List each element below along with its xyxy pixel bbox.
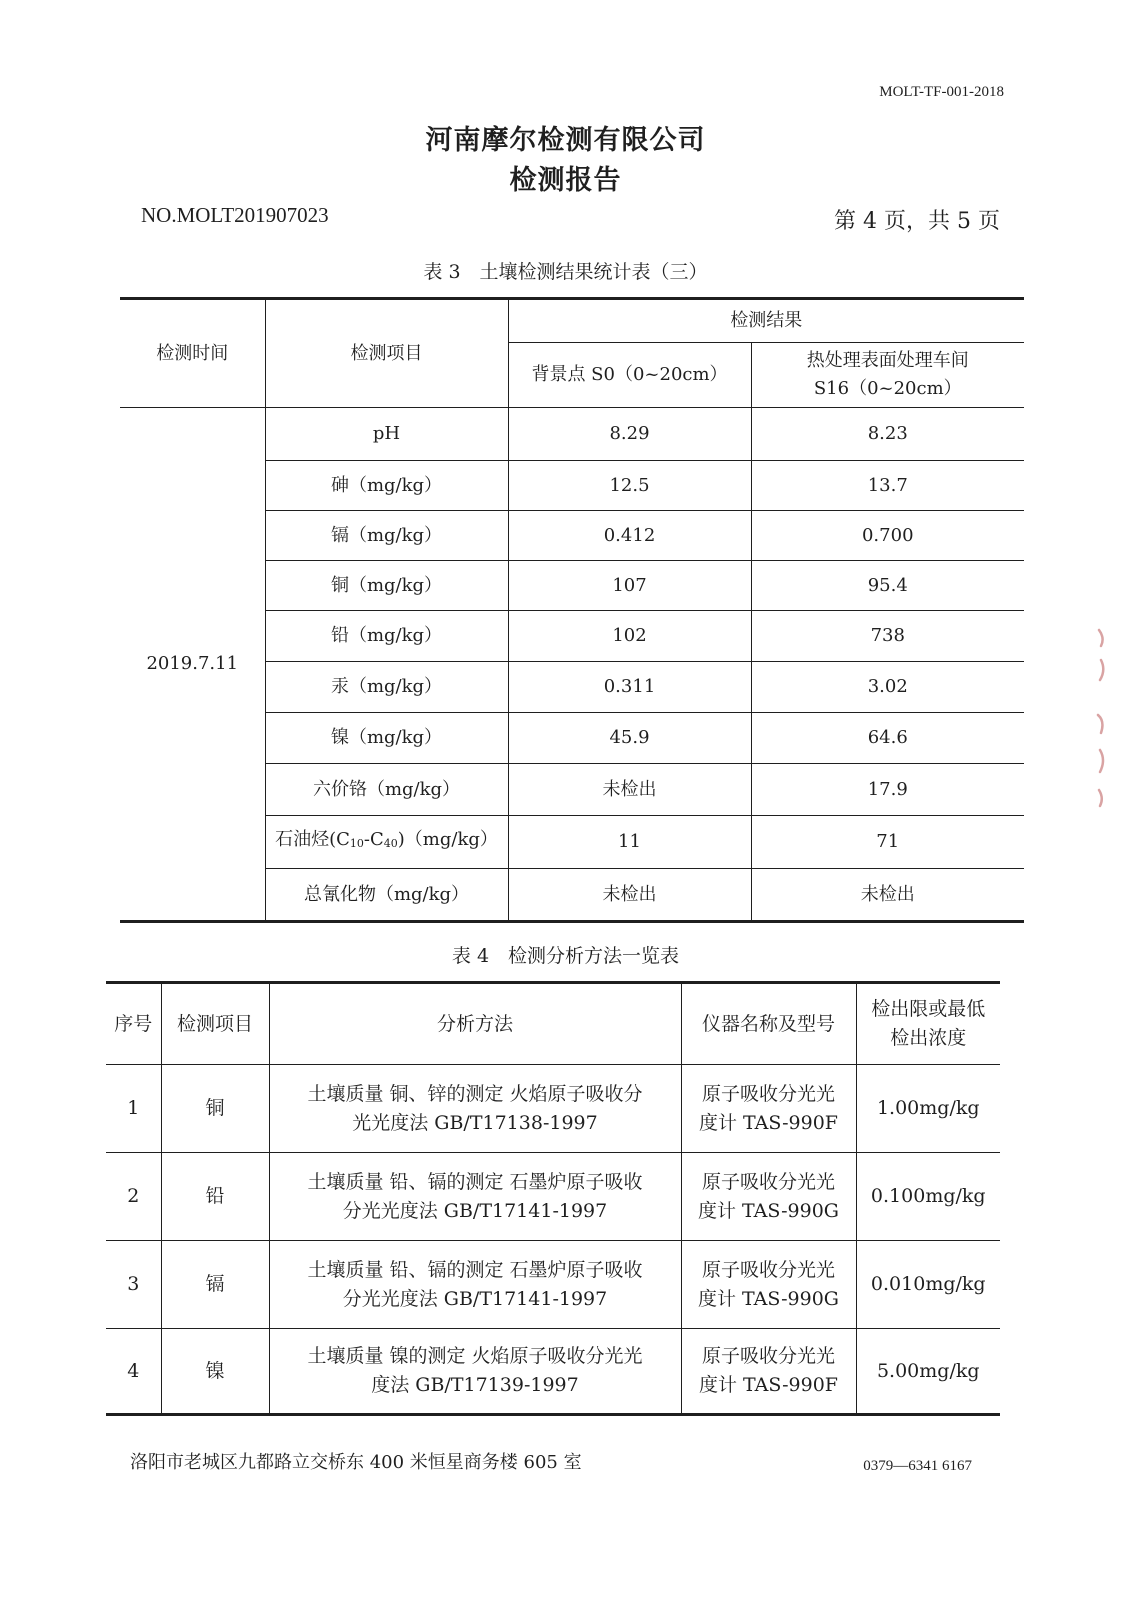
footer-address: 洛阳市老城区九都路立交桥东 400 米恒星商务楼 605 室	[130, 1452, 582, 1473]
row-method	[269, 1153, 681, 1241]
petroleum-sub1: 10	[349, 837, 364, 850]
row-item: 总氰化物（mg/kg）	[265, 869, 508, 922]
row-item: 铜	[161, 1065, 269, 1153]
instrument-line2: 度计 TAS-990G	[698, 1287, 839, 1310]
instrument-line1: 原子吸收分光光	[701, 1345, 835, 1367]
footer-phone: 0379—6341 6167	[863, 1458, 972, 1474]
row-method	[269, 1065, 681, 1153]
row-item: 镍（mg/kg）	[265, 713, 508, 764]
method-line2: 光光度法 GB/T17138-1997	[352, 1111, 598, 1134]
instrument-line2: 度计 TAS-990F	[699, 1111, 838, 1134]
soil-results-table	[120, 297, 1024, 923]
row-no: 4	[106, 1329, 161, 1415]
row-no: 2	[106, 1153, 161, 1241]
row-limit: 0.010mg/kg	[856, 1241, 1000, 1329]
method-line2: 分光光度法 GB/T17141-1997	[342, 1287, 608, 1310]
row-s0: 8.29	[508, 408, 751, 461]
row-s16: 71	[751, 816, 1024, 869]
row-instrument	[681, 1241, 856, 1329]
table-row	[120, 408, 1024, 461]
instrument-line1: 原子吸收分光光	[701, 1170, 835, 1193]
row-s0: 未检出	[508, 764, 751, 816]
header-instrument: 仪器名称及型号	[681, 983, 856, 1065]
row-item: 镉（mg/kg）	[265, 511, 508, 561]
instrument-line2: 度计 TAS-990F	[699, 1374, 838, 1396]
method-line1: 土壤质量 镍的测定 火焰原子吸收分光光	[307, 1345, 643, 1367]
row-s0: 107	[508, 561, 751, 611]
row-s0: 0.311	[508, 662, 751, 713]
row-method	[269, 1241, 681, 1329]
instrument-line2: 度计 TAS-990G	[698, 1199, 839, 1222]
header-s16-line2: S16（0~20cm）	[813, 378, 962, 399]
instrument-line1: 原子吸收分光光	[701, 1082, 835, 1105]
petroleum-prefix: 石油烃(C	[275, 829, 350, 850]
row-item: 镍	[161, 1329, 269, 1415]
petroleum-mid: -C	[363, 829, 384, 850]
report-number: NO.MOLT201907023	[141, 203, 329, 227]
row-instrument	[681, 1329, 856, 1415]
page-indicator: 第 4 页，共 5 页	[834, 209, 1000, 234]
row-s0: 未检出	[508, 869, 751, 922]
row-s16: 8.23	[751, 408, 1024, 461]
row-item: 汞（mg/kg）	[265, 662, 508, 713]
sampling-date: 2019.7.11	[120, 408, 265, 922]
row-item: 铅	[161, 1153, 269, 1241]
header-method: 分析方法	[269, 983, 681, 1065]
row-item: 铜（mg/kg）	[265, 561, 508, 611]
method-line1: 土壤质量 铅、镉的测定 石墨炉原子吸收	[307, 1170, 643, 1193]
table-row	[106, 1241, 1000, 1329]
row-s0: 12.5	[508, 461, 751, 511]
row-no: 1	[106, 1065, 161, 1153]
row-s16: 17.9	[751, 764, 1024, 816]
row-s16: 0.700	[751, 511, 1024, 561]
method-line1: 土壤质量 铅、镉的测定 石墨炉原子吸收	[307, 1258, 643, 1281]
company-name: 河南摩尔检测有限公司	[425, 125, 706, 156]
row-s0: 102	[508, 611, 751, 662]
row-s16: 3.02	[751, 662, 1024, 713]
header-item: 检测项目	[265, 299, 508, 408]
instrument-line1: 原子吸收分光光	[701, 1258, 835, 1281]
table3-caption: 表 3 土壤检测结果统计表（三）	[423, 261, 708, 283]
row-item: 砷（mg/kg）	[265, 461, 508, 511]
method-line2: 分光光度法 GB/T17141-1997	[342, 1199, 608, 1222]
analysis-methods-table	[106, 981, 1000, 1416]
row-s0: 0.412	[508, 511, 751, 561]
header-s0: 背景点 S0（0~20cm）	[508, 343, 751, 408]
row-s16: 13.7	[751, 461, 1024, 511]
header-limit-line1: 检出限或最低	[871, 998, 986, 1020]
header-result: 检测结果	[508, 299, 1024, 343]
document-id: MOLT-TF-001-2018	[879, 84, 1004, 100]
row-item: 镉	[161, 1241, 269, 1329]
row-item: pH	[265, 408, 508, 461]
table-row	[106, 1065, 1000, 1153]
header-no: 序号	[114, 1012, 153, 1035]
row-s16: 95.4	[751, 561, 1024, 611]
row-limit: 5.00mg/kg	[856, 1329, 1000, 1415]
petroleum-sub2: 40	[383, 837, 398, 850]
header-s16-line1: 热处理表面处理车间	[806, 350, 969, 371]
table-row	[106, 1329, 1000, 1415]
row-s16: 738	[751, 611, 1024, 662]
header-limit	[856, 983, 1000, 1065]
row-item: 铅（mg/kg）	[265, 611, 508, 662]
row-instrument	[681, 1153, 856, 1241]
row-limit: 1.00mg/kg	[856, 1065, 1000, 1153]
row-no: 3	[106, 1241, 161, 1329]
row-item-petroleum	[265, 816, 508, 869]
row-instrument	[681, 1065, 856, 1153]
header-time: 检测时间	[156, 342, 229, 364]
row-s0: 45.9	[508, 713, 751, 764]
row-method	[269, 1329, 681, 1415]
row-item: 六价铬（mg/kg）	[265, 764, 508, 816]
row-limit: 0.100mg/kg	[856, 1153, 1000, 1241]
method-line1: 土壤质量 铜、锌的测定 火焰原子吸收分	[307, 1082, 643, 1105]
table4-caption: 表 4 检测分析方法一览表	[451, 945, 680, 967]
petroleum-suffix: )（mg/kg）	[397, 829, 498, 850]
header-s16	[751, 343, 1024, 408]
row-s16: 64.6	[751, 713, 1024, 764]
header-item: 检测项目	[161, 983, 269, 1065]
seal-edge-mark	[1095, 620, 1113, 820]
table-row	[106, 1153, 1000, 1241]
method-line2: 度法 GB/T17139-1997	[371, 1374, 579, 1396]
row-s0: 11	[508, 816, 751, 869]
report-title: 检测报告	[509, 165, 622, 196]
header-limit-line2: 检出浓度	[890, 1027, 967, 1049]
row-s16: 未检出	[751, 869, 1024, 922]
